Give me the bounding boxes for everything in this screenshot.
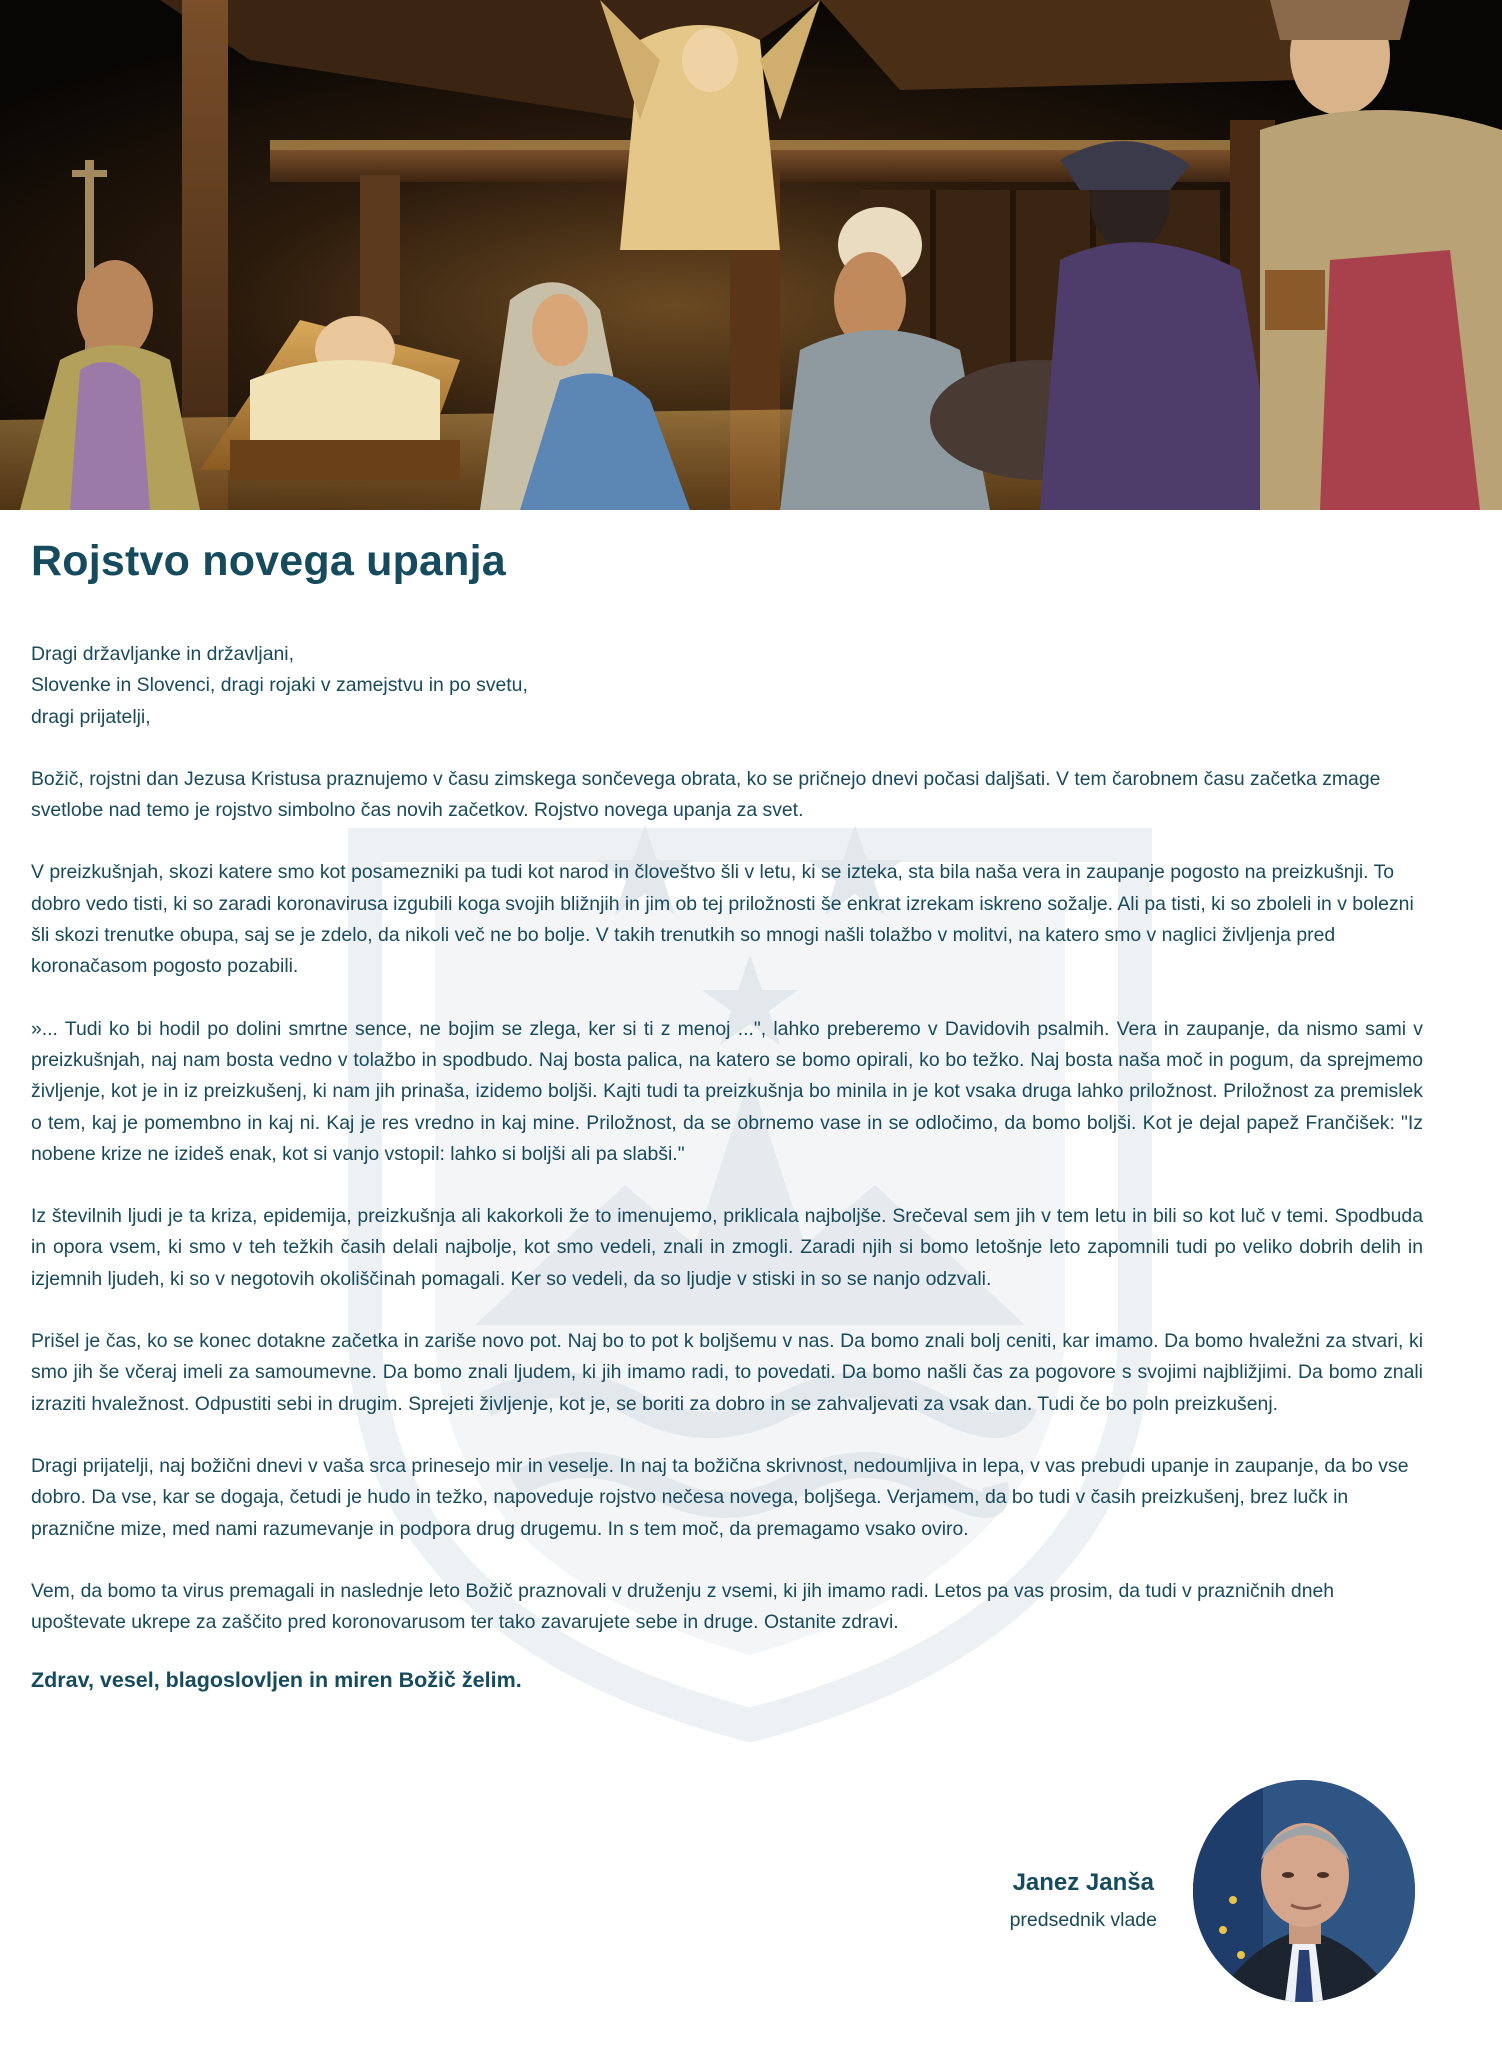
paragraph: »... Tudi ko bi hodil po dolini smrtne sence, ne bojim se zlega, ker si ti z menoj ...", lahko preberemo v Davidovih psalmih. Vera in zaupanje, da nismo sami v preizkušnjah, naj nam bosta vedno v tolažbo in spodbudo. Naj bosta palica, na katero se bomo opirali, ko bo težko. Naj bosta naša moč in pogum, da sprejmemo življenje, kot je in iz preizkušenj, ki nam jih prinaša, izidemo boljši. Kajti tudi ta preizkušnja bo minila in je kot vsaka druga lahko priložnost. Priložnost za premislek o tem, kaj je pomembno in kaj ni. Kaj je res vredno in kaj mine. Priložnost, da se obrnemo vase in se odločimo, da bomo boljši. Kot je dejal papež Frančišek: "Iz nobene krize ne izideš enak, kot si vanjo vstopil: lahko si boljši ali pa slabši." bbox=[31, 1017, 1423, 1165]
salutation-line: dragi prijatelji, bbox=[31, 705, 151, 728]
letter-title: Rojstvo novega upanja bbox=[31, 537, 506, 585]
author-portrait bbox=[1193, 1780, 1415, 2002]
salutation bbox=[31, 639, 1423, 733]
signature-name: Janez Janša bbox=[1012, 1869, 1154, 1896]
salutation-line: Dragi državljanke in državljani, bbox=[31, 643, 294, 665]
paragraph: Božič, rojstni dan Jezusa Kristusa praznujemo v času zimskega sončevega obrata, ko se pričnejo dnevi počasi daljšati. V tem čarobnem času začetka zmage svetlobe nad temo je rojstvo simbolno čas novih začetkov. Rojstvo novega upanja za svet. bbox=[31, 767, 1381, 822]
paragraph: Vem, da bomo ta virus premagali in naslednje leto Božič praznovali v druženju z vsemi, ki jih imamo radi. Letos pa vas prosim, da tudi v prazničnih dneh upoštevate ukrepe za zaščito pred koronovarusom ter tako zavarujete sebe in druge. Ostanite zdravi. bbox=[31, 1579, 1335, 1634]
signature-role: predsednik vlade bbox=[1009, 1909, 1157, 1931]
portrait-photo bbox=[1193, 1780, 1415, 2002]
hero-image bbox=[0, 0, 1502, 510]
signature-block bbox=[1010, 1868, 1157, 1932]
salutation-line: Slovenke in Slovenci, dragi rojaki v zamejstvu in po svetu, bbox=[31, 674, 528, 697]
paragraph: Dragi prijatelji, naj božični dnevi v vaša srca prinesejo mir in veselje. In naj ta božična skrivnost, nedoumljiva in lepa, v vas prebudi upanje in zaupanje, da bo vse dobro. Da vse, kar se dogaja, četudi je hudo in težko, napoveduje rojstvo nečesa novega, boljšega. Verjamem, da bo tudi v časih preizkušenj, brez lučk in praznične mize, med nami razumevanje in podpora drug drugemu. In s tem moč, da premagamo vsako oviro. bbox=[31, 1454, 1409, 1540]
closing-greeting: Zdrav, vesel, blagoslovljen in miren Božič želim. bbox=[31, 1668, 522, 1693]
paragraph: V preizkušnjah, skozi katere smo kot posamezniki pa tudi kot narod in človeštvo šli v letu, ki se izteka, sta bila naša vera in zaupanje pogosto na preizkušnji. To dobro vedo tisti, ki so zaradi koronavirusa izgubili koga svojih bližnjih in jim ob tej priložnosti še enkrat izrekam iskreno sožalje. Ali pa tisti, ki so zboleli in v bolezni šli skozi trenutke obupa, saj se je zdelo, da nikoli več ne bo bolje. V takih trenutkih so mnogi našli tolažbo v molitvi, na katero smo v naglici življenja pred koronačasom pogosto pozabili. bbox=[31, 861, 1414, 978]
letter-body bbox=[31, 535, 1423, 1693]
paragraph: Prišel je čas, ko se konec dotakne začetka in zariše novo pot. Naj bo to pot k boljšemu v nas. Da bomo znali bolj ceniti, kar imamo. Da bomo hvaležni za stvari, ki smo jih še včeraj imeli za samoumevne. Da bomo znali ljudem, ki jih imamo radi, to povedati. Da bomo našli čas za pogovore s svojimi najbližjimi. Da bomo znali izraziti hvaležnost. Odpustiti sebi in drugim. Sprejeti življenje, kot je, se boriti za dobro in se zahvaljevati za vsak dan. Tudi če bo poln preizkušenj. bbox=[31, 1330, 1423, 1415]
nativity-scene-illustration bbox=[0, 0, 1502, 510]
paragraph: Iz številnih ljudi je ta kriza, epidemija, preizkušnja ali kakorkoli že to imenujemo, priklicala najboljše. Srečeval sem jih v tem letu in bili so kot luč v temi. Spodbuda in opora vsem, ki smo v teh težkih časih delali najbolje, kot smo vedeli, znali in zmogli. Zaradi njih si bomo letošnje leto zapomnili tudi po veliko dobrih delih in izjemnih ljudeh, ki so v negotovih okoliščinah pomagali. Ker so vedeli, da so ljudje v stiski in so se nanjo odzvali. bbox=[31, 1205, 1423, 1290]
